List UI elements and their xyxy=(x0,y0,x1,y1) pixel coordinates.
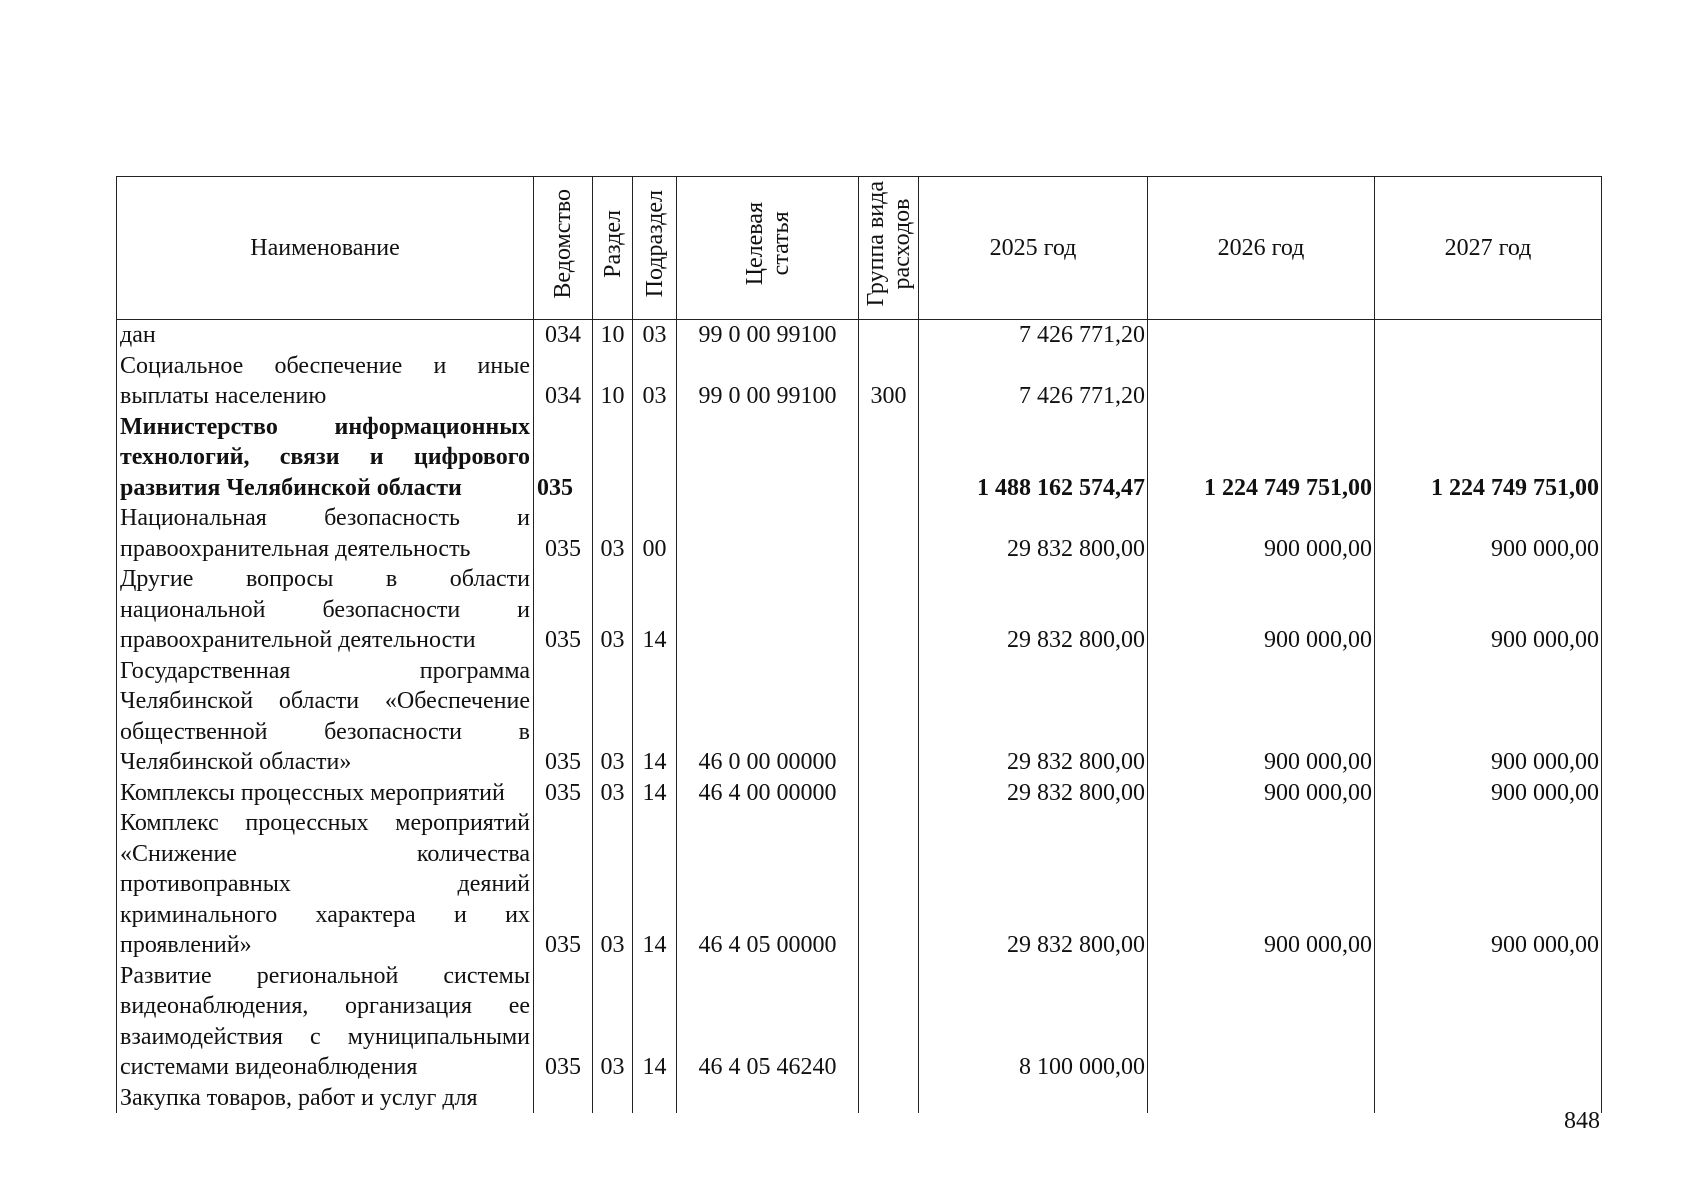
row-section: 03 xyxy=(593,778,633,809)
row-subsection: 14 xyxy=(633,808,677,961)
row-2026: 900 000,00 xyxy=(1148,808,1375,961)
table-row xyxy=(117,1083,1602,1114)
row-group xyxy=(859,961,919,1083)
table-row xyxy=(117,503,1602,564)
row-subsection xyxy=(633,412,677,504)
row-dept: 035 xyxy=(534,656,593,778)
row-name: Другие вопросы в области национальной безопасности и правоохранительной деятельности xyxy=(117,564,534,656)
row-section xyxy=(593,1083,633,1114)
row-2025: 7 426 771,20 xyxy=(919,351,1148,412)
row-2026: 900 000,00 xyxy=(1148,564,1375,656)
row-2025: 8 100 000,00 xyxy=(919,961,1148,1083)
row-section: 03 xyxy=(593,503,633,564)
row-subsection: 14 xyxy=(633,564,677,656)
header-section: Раздел xyxy=(593,177,633,320)
row-name: Министерство информационных технологий, связи и цифрового развития Челябинской области xyxy=(117,412,534,504)
row-section: 10 xyxy=(593,320,633,351)
row-group xyxy=(859,656,919,778)
row-2026 xyxy=(1148,1083,1375,1114)
row-dept: 035 xyxy=(534,412,593,504)
row-group xyxy=(859,412,919,504)
row-subsection: 03 xyxy=(633,351,677,412)
table-row xyxy=(117,808,1602,961)
header-2025: 2025 год xyxy=(919,177,1148,320)
row-target: 46 4 05 00000 xyxy=(677,808,859,961)
row-section: 03 xyxy=(593,564,633,656)
row-target xyxy=(677,503,859,564)
row-2026: 900 000,00 xyxy=(1148,656,1375,778)
header-name: Наименование xyxy=(117,177,534,320)
row-section: 10 xyxy=(593,351,633,412)
row-section: 03 xyxy=(593,961,633,1083)
row-target: 99 0 00 99100 xyxy=(677,320,859,351)
row-dept: 034 xyxy=(534,320,593,351)
row-2027: 900 000,00 xyxy=(1375,778,1602,809)
row-target: 46 0 00 00000 xyxy=(677,656,859,778)
row-subsection xyxy=(633,1083,677,1114)
row-dept: 035 xyxy=(534,961,593,1083)
row-group: 300 xyxy=(859,351,919,412)
row-2026 xyxy=(1148,961,1375,1083)
row-name: Комплексы процессных мероприятий xyxy=(117,778,534,809)
row-name: Комплекс процессных мероприятий «Снижение количества противоправных деяний криминального характера и их проявлений» xyxy=(117,808,534,961)
row-2025 xyxy=(919,1083,1148,1114)
header-subsection: Подраздел xyxy=(633,177,677,320)
row-name: дан xyxy=(117,320,534,351)
row-2027: 900 000,00 xyxy=(1375,564,1602,656)
row-subsection: 00 xyxy=(633,503,677,564)
row-name: Закупка товаров, работ и услуг для xyxy=(117,1083,534,1114)
row-section: 03 xyxy=(593,656,633,778)
row-2025: 1 488 162 574,47 xyxy=(919,412,1148,504)
row-subsection: 03 xyxy=(633,320,677,351)
row-2026: 900 000,00 xyxy=(1148,503,1375,564)
row-2025: 29 832 800,00 xyxy=(919,503,1148,564)
row-2025: 29 832 800,00 xyxy=(919,656,1148,778)
row-dept xyxy=(534,1083,593,1114)
table-row xyxy=(117,778,1602,809)
table-header-row xyxy=(117,177,1602,320)
row-name: Социальное обеспечение и иные выплаты населению xyxy=(117,351,534,412)
row-2025: 7 426 771,20 xyxy=(919,320,1148,351)
row-2026: 1 224 749 751,00 xyxy=(1148,412,1375,504)
row-name: Национальная безопасность и правоохранительная деятельность xyxy=(117,503,534,564)
row-target: 46 4 05 46240 xyxy=(677,961,859,1083)
row-group xyxy=(859,1083,919,1114)
row-2026: 900 000,00 xyxy=(1148,778,1375,809)
row-dept: 035 xyxy=(534,778,593,809)
row-2026 xyxy=(1148,320,1375,351)
table-row xyxy=(117,961,1602,1083)
row-name: Государственная программа Челябинской области «Обеспечение общественной безопасности в Челябинской области» xyxy=(117,656,534,778)
row-group xyxy=(859,808,919,961)
page-number: 848 xyxy=(1564,1108,1600,1134)
row-subsection: 14 xyxy=(633,656,677,778)
table-row xyxy=(117,351,1602,412)
row-2027 xyxy=(1375,351,1602,412)
row-dept: 035 xyxy=(534,564,593,656)
row-section: 03 xyxy=(593,808,633,961)
row-name: Развитие региональной системы видеонаблюдения, организация ее взаимодействия с муниципальными системами видеонаблюдения xyxy=(117,961,534,1083)
row-dept: 034 xyxy=(534,351,593,412)
header-target: Целевая статья xyxy=(677,177,859,320)
row-target: 99 0 00 99100 xyxy=(677,351,859,412)
row-group xyxy=(859,320,919,351)
row-dept: 035 xyxy=(534,808,593,961)
row-2027: 900 000,00 xyxy=(1375,503,1602,564)
table-row xyxy=(117,412,1602,504)
row-target xyxy=(677,1083,859,1114)
row-2027: 900 000,00 xyxy=(1375,808,1602,961)
row-2025: 29 832 800,00 xyxy=(919,778,1148,809)
header-group: Группа вида расходов xyxy=(859,177,919,320)
row-2025: 29 832 800,00 xyxy=(919,564,1148,656)
header-2026: 2026 год xyxy=(1148,177,1375,320)
row-target xyxy=(677,412,859,504)
row-target xyxy=(677,564,859,656)
table-row xyxy=(117,564,1602,656)
row-2026 xyxy=(1148,351,1375,412)
header-dept: Ведомство xyxy=(534,177,593,320)
row-2027 xyxy=(1375,320,1602,351)
row-group xyxy=(859,778,919,809)
row-2027: 1 224 749 751,00 xyxy=(1375,412,1602,504)
row-group xyxy=(859,564,919,656)
row-2027 xyxy=(1375,961,1602,1083)
row-2025: 29 832 800,00 xyxy=(919,808,1148,961)
row-dept: 035 xyxy=(534,503,593,564)
row-target: 46 4 00 00000 xyxy=(677,778,859,809)
budget-table-page xyxy=(116,176,1601,1113)
budget-table xyxy=(116,176,1602,1113)
table-row xyxy=(117,320,1602,351)
row-group xyxy=(859,503,919,564)
row-subsection: 14 xyxy=(633,778,677,809)
header-2027: 2027 год xyxy=(1375,177,1602,320)
row-section xyxy=(593,412,633,504)
table-row xyxy=(117,656,1602,778)
row-subsection: 14 xyxy=(633,961,677,1083)
row-2027: 900 000,00 xyxy=(1375,656,1602,778)
